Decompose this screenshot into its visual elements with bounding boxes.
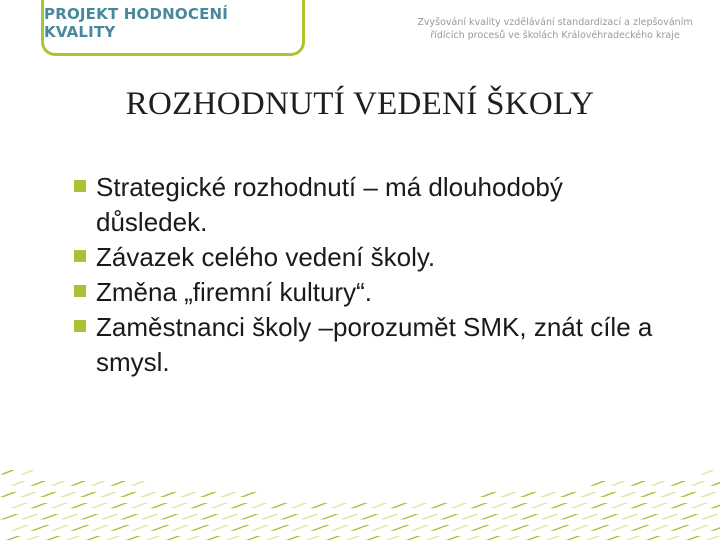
pattern-dash (60, 492, 77, 497)
pattern-dash (310, 503, 328, 508)
pattern-dash (610, 503, 628, 508)
pattern-dash (160, 514, 179, 520)
pattern-dash (430, 503, 448, 508)
pattern-dash (600, 492, 617, 497)
pattern-dash (200, 492, 217, 497)
pattern-dash (590, 503, 608, 508)
pattern-dash (270, 503, 288, 508)
pattern-dash (230, 525, 250, 531)
pattern-dash (620, 514, 639, 520)
pattern-dash (670, 503, 688, 508)
bullet-text: Zaměstnanci školy –porozumět SMK, znát cíle a smysl. (96, 312, 653, 377)
pattern-dash (260, 536, 281, 540)
pattern-dash (690, 525, 710, 531)
pattern-dash (190, 503, 208, 508)
pattern-dash (120, 536, 141, 540)
pattern-dash (290, 503, 308, 508)
pattern-dash (590, 481, 606, 486)
pattern-dash (590, 525, 610, 531)
pattern-dash (400, 514, 419, 520)
pattern-dash (0, 514, 19, 520)
pattern-dash (660, 536, 681, 540)
pattern-dash (640, 536, 661, 540)
pattern-dash (700, 536, 720, 540)
pattern-dash (410, 525, 430, 531)
square-bullet-icon (74, 320, 86, 332)
decorative-green-pattern (0, 440, 720, 540)
pattern-dash (430, 525, 450, 531)
pattern-dash (610, 525, 630, 531)
pattern-dash (190, 525, 210, 531)
pattern-dash (180, 536, 201, 540)
pattern-dash (320, 514, 339, 520)
pattern-dash (620, 536, 641, 540)
pattern-dash (110, 503, 128, 508)
pattern-dash (230, 503, 248, 508)
pattern-dash (680, 514, 699, 520)
pattern-dash (370, 525, 390, 531)
pattern-dash (340, 514, 359, 520)
square-bullet-icon (74, 250, 86, 262)
tagline-line-2: řídících procesů ve školách Královéhradeckého kraje (430, 30, 680, 41)
pattern-dash (50, 481, 66, 486)
pattern-dash (300, 536, 321, 540)
pattern-dash (630, 481, 646, 486)
pattern-dash (370, 503, 388, 508)
pattern-dash (20, 470, 35, 475)
pattern-dash (570, 525, 590, 531)
pattern-dash (80, 514, 99, 520)
bullet-item (72, 310, 672, 380)
pattern-dash (60, 536, 81, 540)
pattern-dash (350, 525, 370, 531)
pattern-dash (480, 514, 499, 520)
pattern-dash (100, 492, 117, 497)
pattern-dash (400, 536, 421, 540)
pattern-dash (500, 514, 519, 520)
pattern-dash (350, 503, 368, 508)
tagline-line-1: Zvyšování kvality vzdělávání standardizací a zlepšováním (417, 17, 693, 28)
pattern-dash (500, 492, 517, 497)
pattern-dash (520, 514, 539, 520)
pattern-dash (580, 492, 597, 497)
pattern-dash (120, 514, 139, 520)
pattern-dash (20, 492, 37, 497)
pattern-dash (250, 503, 268, 508)
pattern-dash (220, 536, 241, 540)
pattern-dash (390, 503, 408, 508)
pattern-dash (240, 492, 257, 497)
pattern-dash (560, 492, 577, 497)
pattern-dash (160, 536, 181, 540)
pattern-dash (60, 514, 79, 520)
pattern-dash (110, 525, 130, 531)
pattern-dash (0, 536, 21, 540)
pattern-dash (310, 525, 330, 531)
pattern-dash (420, 536, 441, 540)
pattern-dash (200, 514, 219, 520)
pattern-dash (10, 481, 26, 486)
pattern-dash (560, 514, 579, 520)
pattern-dash (520, 536, 541, 540)
pattern-dash (690, 503, 708, 508)
pattern-dash (540, 536, 561, 540)
pattern-dash (240, 514, 259, 520)
pattern-dash (620, 492, 637, 497)
pattern-dash (170, 525, 190, 531)
slide-title: ROZHODNUTÍ VEDENÍ ŠKOLY (125, 86, 595, 122)
pattern-dash (0, 492, 17, 497)
pattern-dash (700, 470, 715, 475)
pattern-dash (410, 503, 428, 508)
pattern-dash (670, 525, 690, 531)
pattern-dash (480, 492, 497, 497)
pattern-dash (440, 514, 459, 520)
pattern-dash (660, 514, 679, 520)
pattern-dash (710, 481, 720, 486)
pattern-dash (470, 525, 490, 531)
pattern-dash (640, 514, 659, 520)
pattern-dash (680, 536, 701, 540)
pattern-dash (660, 492, 677, 497)
bullet-text: Změna „firemní kultury“. (96, 277, 372, 307)
pattern-dash (100, 514, 119, 520)
pattern-dash (680, 492, 697, 497)
pattern-dash (570, 503, 588, 508)
pattern-dash (340, 536, 361, 540)
pattern-dash (510, 525, 530, 531)
pattern-dash (80, 492, 97, 497)
pattern-dash (330, 503, 348, 508)
pattern-dash (280, 514, 299, 520)
pattern-dash (100, 536, 121, 540)
square-bullet-icon (74, 285, 86, 297)
pattern-dash (140, 492, 157, 497)
pattern-dash (630, 525, 650, 531)
project-logo (41, 0, 305, 56)
pattern-dash (140, 514, 159, 520)
pattern-dash (170, 503, 188, 508)
pattern-dash (700, 514, 719, 520)
pattern-dash (90, 525, 110, 531)
logo-text: PROJEKT HODNOCENÍ KVALITY (44, 4, 229, 41)
pattern-dash (80, 536, 101, 540)
pattern-dash (70, 525, 90, 531)
pattern-dash (690, 481, 706, 486)
pattern-dash (140, 536, 161, 540)
pattern-dash (70, 481, 86, 486)
pattern-dash (180, 492, 197, 497)
pattern-dash (650, 525, 670, 531)
pattern-dash (120, 492, 137, 497)
pattern-dash (290, 525, 310, 531)
pattern-dash (280, 536, 301, 540)
pattern-dash (550, 503, 568, 508)
pattern-dash (30, 525, 50, 531)
pattern-dash (630, 503, 648, 508)
pattern-dash (360, 514, 379, 520)
pattern-dash (460, 536, 481, 540)
pattern-dash (30, 503, 48, 508)
pattern-dash (360, 536, 381, 540)
pattern-dash (40, 492, 57, 497)
pattern-dash (20, 536, 41, 540)
pattern-dash (520, 492, 537, 497)
pattern-dash (50, 503, 68, 508)
pattern-dash (380, 536, 401, 540)
pattern-dash (510, 503, 528, 508)
pattern-dash (710, 503, 720, 508)
pattern-dash (70, 503, 88, 508)
pattern-dash (550, 525, 570, 531)
pattern-dash (540, 492, 557, 497)
pattern-dash (600, 536, 621, 540)
pattern-dash (480, 536, 501, 540)
pattern-dash (380, 514, 399, 520)
pattern-dash (580, 514, 599, 520)
pattern-dash (540, 514, 559, 520)
pattern-dash (530, 503, 548, 508)
header-tagline (405, 16, 705, 42)
pattern-dash (160, 492, 177, 497)
pattern-dash (90, 481, 106, 486)
pattern-dash (180, 514, 199, 520)
pattern-dash (0, 470, 15, 475)
pattern-dash (500, 536, 521, 540)
pattern-dash (560, 536, 581, 540)
pattern-dash (130, 503, 148, 508)
pattern-dash (10, 525, 30, 531)
pattern-dash (600, 514, 619, 520)
pattern-dash (610, 481, 626, 486)
bullet-item (72, 170, 672, 240)
pattern-dash (650, 503, 668, 508)
bullet-item (72, 240, 672, 275)
pattern-dash (90, 503, 108, 508)
pattern-dash (150, 525, 170, 531)
pattern-dash (130, 481, 146, 486)
pattern-dash (300, 514, 319, 520)
pattern-dash (40, 536, 61, 540)
pattern-dash (130, 525, 150, 531)
bullet-text: Strategické rozhodnutí – má dlouhodobý důsledek. (96, 172, 563, 237)
pattern-dash (210, 525, 230, 531)
pattern-dash (270, 525, 290, 531)
square-bullet-icon (74, 180, 86, 192)
bullet-list (72, 170, 672, 380)
pattern-dash (580, 536, 601, 540)
pattern-dash (440, 536, 461, 540)
pattern-dash (700, 492, 717, 497)
pattern-dash (320, 536, 341, 540)
pattern-dash (240, 536, 261, 540)
pattern-dash (200, 536, 221, 540)
pattern-dash (710, 525, 720, 531)
pattern-dash (670, 481, 686, 486)
bullet-text: Závazek celého vedení školy. (96, 242, 436, 272)
pattern-dash (40, 514, 59, 520)
pattern-dash (450, 525, 470, 531)
pattern-dash (110, 481, 126, 486)
pattern-dash (20, 514, 39, 520)
pattern-dash (470, 503, 488, 508)
pattern-dash (150, 503, 168, 508)
pattern-dash (650, 481, 666, 486)
pattern-dash (460, 514, 479, 520)
pattern-dash (250, 525, 270, 531)
pattern-dash (420, 514, 439, 520)
pattern-dash (330, 525, 350, 531)
pattern-dash (260, 514, 279, 520)
pattern-dash (30, 481, 46, 486)
pattern-dash (490, 525, 510, 531)
pattern-dash (390, 525, 410, 531)
bullet-item (72, 275, 672, 310)
pattern-dash (530, 525, 550, 531)
pattern-dash (220, 492, 237, 497)
pattern-dash (640, 492, 657, 497)
pattern-dash (210, 503, 228, 508)
pattern-dash (450, 503, 468, 508)
pattern-dash (490, 503, 508, 508)
pattern-dash (220, 514, 239, 520)
pattern-dash (50, 525, 70, 531)
pattern-dash (10, 503, 28, 508)
